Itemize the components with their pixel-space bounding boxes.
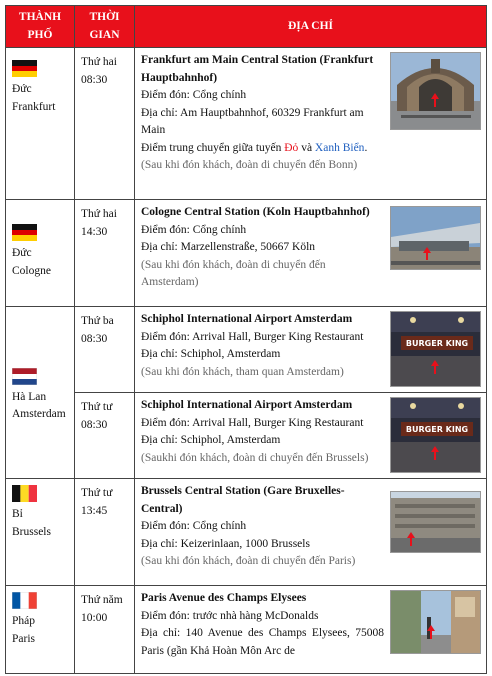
pickup-point: Điểm đón: trước nhà hàng McDonalds [141,609,319,622]
photo-sign-text: BURGER KING [405,425,469,434]
address-text: Địa chỉ: Marzellenstraße, 50667 Köln [141,241,316,253]
germany-flag-icon [12,224,37,241]
note-text: (Saukhi đón khách, đoàn di chuyển đến Brussels) [141,451,369,464]
table-header-row [6,6,487,48]
table-row [6,48,487,200]
pickup-point: Điểm đón: Arrival Hall, Burger King Restaurant [141,330,364,343]
city-cell [6,307,75,479]
city-cell [6,586,75,674]
cologne-station-photo [390,206,481,270]
france-flag-icon [12,592,37,609]
blue-line-label: Xanh Biển [314,141,365,154]
address-cell [135,200,487,307]
address-cell [135,307,487,393]
country-name: Đức [12,83,32,95]
table-row [6,307,487,393]
note-text: (Sau khi đón khách, đoàn di chuyển đến Bonn) [141,159,358,171]
day-label: Thứ hai [81,208,117,220]
red-line-label: Đỏ [284,141,299,154]
table-row [6,586,487,674]
country-name: Bỉ [12,508,23,520]
time-label: 08:30 [81,418,108,431]
city-name: Cologne [12,264,51,277]
address-cell [135,48,487,200]
city-cell [6,200,75,307]
schiphol-burger-king-photo [390,397,481,473]
note-text: (Sau khi đón khách, tham quan Amsterdam) [141,365,344,378]
country-name: Hà Lan [12,390,47,403]
time-cell [75,307,135,393]
note-text: (Sau khi đón khách, đoàn di chuyển đến Paris) [141,555,356,567]
table-row [6,393,487,479]
address-text: Địa chỉ: Schiphol, Amsterdam [141,434,281,446]
time-cell [75,586,135,674]
city-cell [6,479,75,586]
time-label: 10:00 [81,611,108,624]
pickup-point: Điểm đón: Cổng chính [141,520,247,532]
address-text: Địa chỉ: 140 Avenue des Champs Elysees, 75008 Paris (gần Khả Hoàn Môn Arc de [141,627,384,657]
city-name: Paris [12,632,35,645]
address-cell [135,393,487,479]
station-name: Paris Avenue des Champs Elysees [141,592,307,604]
frankfurt-station-photo [390,52,481,130]
city-name: Amsterdam [12,408,66,420]
pickup-point: Điểm đón: Arrival Hall, Burger King Restaurant [141,416,364,429]
champs-elysees-photo [390,590,481,654]
header-time: THỜI GIAN [75,6,135,48]
station-name: Schiphol International Airport Amsterdam [141,313,353,325]
transfer-text: Điểm trung chuyển giữa tuyến Đỏ và Xanh Biển. [141,141,368,154]
day-label: Thứ năm [81,594,123,606]
belgium-flag-icon [12,485,37,502]
note-text: (Sau khi đón khách, đoàn di chuyển đến Amsterdam) [141,258,326,288]
header-city: THÀNH PHỐ [6,6,75,48]
time-label: 14:30 [81,225,108,238]
time-cell [75,393,135,479]
photo-sign-text: BURGER KING [405,339,469,348]
time-label: 13:45 [81,504,108,517]
address-cell [135,586,487,674]
pickup-schedule-table [5,5,487,674]
schiphol-burger-king-photo [390,311,481,387]
address-cell [135,479,487,586]
time-cell [75,200,135,307]
day-label: Thứ tư [81,487,113,499]
day-label: Thứ hai [81,56,117,68]
address-text: Địa chỉ: Keizerinlaan, 1000 Brussels [141,537,310,550]
city-name: Brussels [12,525,51,538]
station-name: Brussels Central Station (Gare Bruxelles-Central) [141,485,345,515]
station-name: Cologne Central Station (Koln Hauptbahnhof) [141,206,370,218]
time-cell [75,48,135,200]
time-label: 08:30 [81,332,108,345]
header-address: ĐỊA CHỈ [135,6,487,48]
address-text: Địa chỉ: Am Hauptbahnhof, 60329 Frankfurt am Main [141,106,364,136]
pickup-point: Điểm đón: Cổng chính [141,89,247,101]
germany-flag-icon [12,60,37,77]
country-name: Pháp [12,615,35,627]
country-name: Đức [12,247,32,259]
city-cell [6,48,75,200]
city-name: Frankfurt [12,100,56,113]
day-label: Thứ ba [81,315,114,327]
time-label: 08:30 [81,73,108,86]
address-text: Địa chỉ: Schiphol, Amsterdam [141,348,281,360]
pickup-point: Điểm đón: Cổng chính [141,223,247,236]
day-label: Thứ tư [81,401,113,413]
table-row [6,479,487,586]
time-cell [75,479,135,586]
netherlands-flag-icon [12,368,37,385]
table-row [6,200,487,307]
brussels-station-photo [390,491,481,553]
station-name: Schiphol International Airport Amsterdam [141,399,353,411]
station-name: Frankfurt am Main Central Station (Frankfurt Hauptbahnhof) [141,54,374,84]
